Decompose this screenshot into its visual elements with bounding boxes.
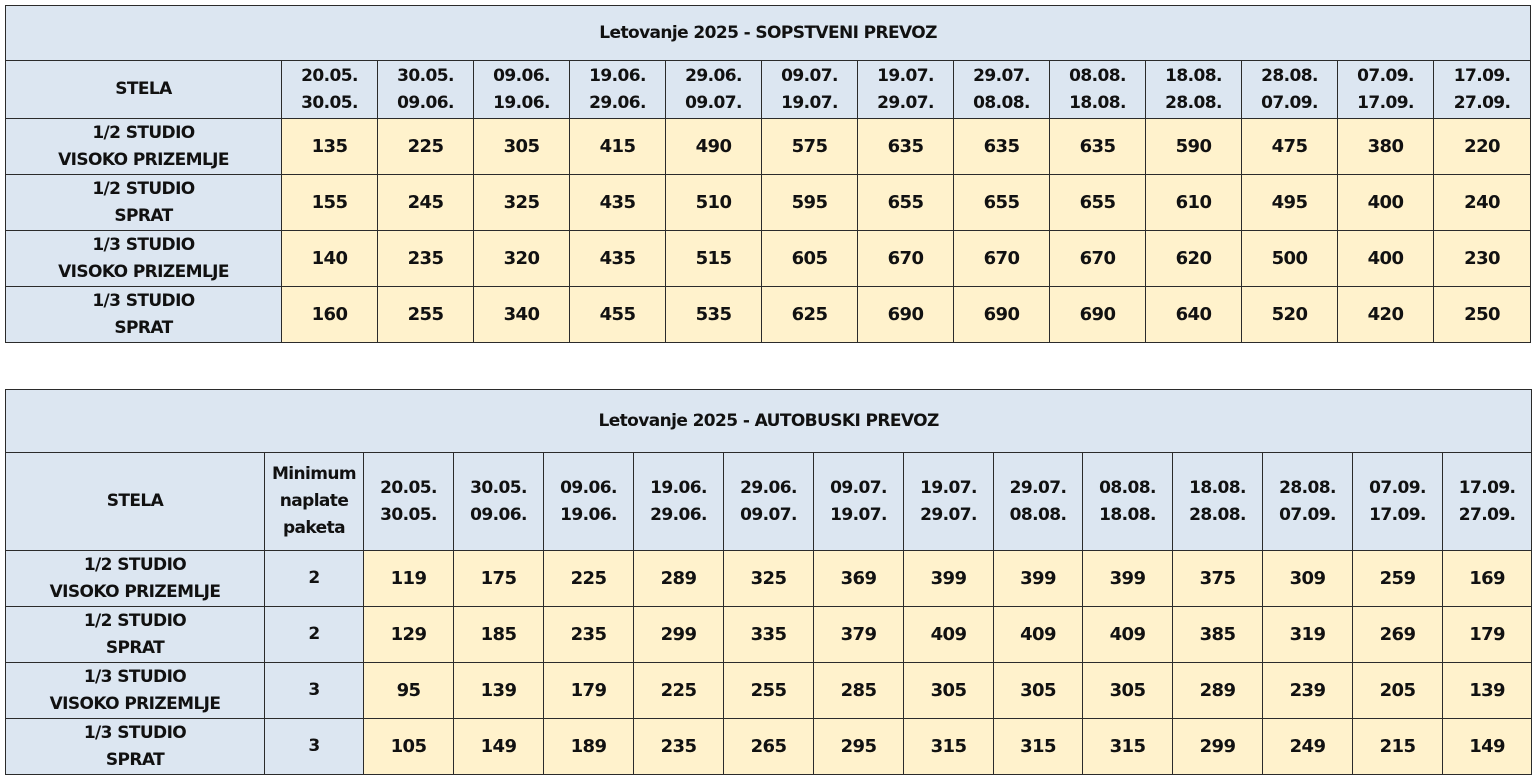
period-header bbox=[954, 61, 1050, 119]
period-from: 17.09. bbox=[1453, 65, 1511, 86]
price-cell: 520 bbox=[1242, 287, 1338, 343]
price-cell: 225 bbox=[378, 119, 474, 175]
table-row bbox=[6, 119, 1531, 175]
price-cell: 475 bbox=[1242, 119, 1338, 175]
price-cell: 399 bbox=[1083, 551, 1173, 607]
price-cell: 490 bbox=[666, 119, 762, 175]
price-cell: 315 bbox=[994, 719, 1083, 775]
period-from: 29.06. bbox=[685, 65, 742, 86]
price-cell: 399 bbox=[904, 551, 994, 607]
price-cell: 155 bbox=[282, 175, 378, 231]
price-cell: 135 bbox=[282, 119, 378, 175]
period-from: 29.06. bbox=[740, 477, 797, 498]
period-to: 28.08. bbox=[1189, 504, 1246, 525]
room-type-line2: VISOKO PRIZEMLJE bbox=[58, 149, 229, 170]
room-type-line1: 1/2 STUDIO bbox=[83, 610, 187, 631]
period-to: 27.09. bbox=[1458, 504, 1516, 525]
period-from: 09.06. bbox=[493, 65, 550, 86]
period-from: 09.06. bbox=[560, 477, 617, 498]
table-row bbox=[6, 663, 1532, 719]
price-cell: 375 bbox=[1173, 551, 1263, 607]
price-cell: 409 bbox=[994, 607, 1083, 663]
period-header bbox=[1242, 61, 1338, 119]
room-type-line1: 1/3 STUDIO bbox=[83, 666, 187, 687]
price-cell: 285 bbox=[814, 663, 904, 719]
price-cell: 325 bbox=[724, 551, 814, 607]
period-to: 09.07. bbox=[740, 504, 797, 525]
room-type-line1: 1/2 STUDIO bbox=[83, 554, 187, 575]
price-cell: 289 bbox=[1173, 663, 1263, 719]
price-cell: 239 bbox=[1263, 663, 1353, 719]
price-cell: 225 bbox=[634, 663, 724, 719]
period-header bbox=[364, 453, 454, 551]
price-cell: 235 bbox=[378, 231, 474, 287]
period-to: 19.07. bbox=[830, 504, 887, 525]
period-from: 30.05. bbox=[470, 477, 527, 498]
period-from: 09.07. bbox=[781, 65, 838, 86]
room-type-label bbox=[6, 231, 282, 287]
price-cell: 435 bbox=[570, 231, 666, 287]
period-header bbox=[282, 61, 378, 119]
min-payment-value: 2 bbox=[265, 607, 364, 663]
period-header bbox=[858, 61, 954, 119]
period-from: 09.07. bbox=[830, 477, 887, 498]
price-cell: 289 bbox=[634, 551, 724, 607]
room-type-line1: 1/3 STUDIO bbox=[83, 722, 187, 743]
price-cell: 595 bbox=[762, 175, 858, 231]
price-cell: 325 bbox=[474, 175, 570, 231]
table-row bbox=[6, 607, 1532, 663]
period-to: 09.06. bbox=[397, 92, 454, 113]
price-cell: 420 bbox=[1338, 287, 1434, 343]
period-to: 29.07. bbox=[920, 504, 977, 525]
room-type-line1: 1/3 STUDIO bbox=[92, 234, 195, 255]
price-cell: 635 bbox=[858, 119, 954, 175]
period-from: 08.08. bbox=[1069, 65, 1126, 86]
price-table-own-transport bbox=[5, 5, 1531, 343]
price-cell: 670 bbox=[858, 231, 954, 287]
period-to: 17.09. bbox=[1369, 504, 1426, 525]
price-cell: 369 bbox=[814, 551, 904, 607]
price-cell: 455 bbox=[570, 287, 666, 343]
period-from: 18.08. bbox=[1189, 477, 1246, 498]
price-cell: 399 bbox=[994, 551, 1083, 607]
price-cell: 185 bbox=[454, 607, 544, 663]
room-type-label bbox=[6, 175, 282, 231]
period-to: 27.09. bbox=[1453, 92, 1511, 113]
period-from: 20.05. bbox=[301, 65, 358, 86]
price-cell: 575 bbox=[762, 119, 858, 175]
room-type-line1: 1/2 STUDIO bbox=[92, 122, 195, 143]
period-to: 29.07. bbox=[877, 92, 934, 113]
price-cell: 245 bbox=[378, 175, 474, 231]
room-type-label bbox=[6, 663, 265, 719]
min-header-line: paketa bbox=[282, 518, 346, 538]
room-type-line2: SPRAT bbox=[114, 317, 173, 338]
price-cell: 220 bbox=[1434, 119, 1531, 175]
min-payment-header bbox=[265, 453, 364, 551]
period-header bbox=[634, 453, 724, 551]
price-cell: 189 bbox=[544, 719, 634, 775]
price-cell: 409 bbox=[1083, 607, 1173, 663]
price-cell: 230 bbox=[1434, 231, 1531, 287]
price-cell: 320 bbox=[474, 231, 570, 287]
price-cell: 340 bbox=[474, 287, 570, 343]
price-cell: 215 bbox=[1353, 719, 1443, 775]
price-cell: 315 bbox=[904, 719, 994, 775]
period-from: 28.08. bbox=[1279, 477, 1336, 498]
price-cell: 655 bbox=[954, 175, 1050, 231]
price-cell: 175 bbox=[454, 551, 544, 607]
table-title: Letovanje 2025 - AUTOBUSKI PREVOZ bbox=[6, 390, 1532, 453]
period-from: 07.09. bbox=[1357, 65, 1414, 86]
price-cell: 305 bbox=[474, 119, 570, 175]
price-cell: 385 bbox=[1173, 607, 1263, 663]
room-type-label bbox=[6, 719, 265, 775]
price-cell: 690 bbox=[954, 287, 1050, 343]
price-cell: 670 bbox=[1050, 231, 1146, 287]
price-cell: 625 bbox=[762, 287, 858, 343]
period-from: 07.09. bbox=[1369, 477, 1426, 498]
period-to: 18.08. bbox=[1099, 504, 1156, 525]
period-to: 07.09. bbox=[1279, 504, 1336, 525]
period-header bbox=[544, 453, 634, 551]
price-cell: 235 bbox=[634, 719, 724, 775]
price-cell: 179 bbox=[544, 663, 634, 719]
price-cell: 620 bbox=[1146, 231, 1242, 287]
table-row bbox=[6, 175, 1531, 231]
table-row bbox=[6, 719, 1532, 775]
price-cell: 500 bbox=[1242, 231, 1338, 287]
period-from: 17.09. bbox=[1458, 477, 1516, 498]
table-row bbox=[6, 231, 1531, 287]
price-cell: 379 bbox=[814, 607, 904, 663]
period-header bbox=[994, 453, 1083, 551]
period-from: 19.06. bbox=[589, 65, 646, 86]
price-cell: 305 bbox=[904, 663, 994, 719]
period-to: 08.08. bbox=[973, 92, 1030, 113]
period-to: 17.09. bbox=[1357, 92, 1414, 113]
price-cell: 295 bbox=[814, 719, 904, 775]
table-row bbox=[6, 551, 1532, 607]
price-cell: 179 bbox=[1443, 607, 1532, 663]
room-type-line2: VISOKO PRIZEMLJE bbox=[49, 693, 221, 714]
room-type-line2: VISOKO PRIZEMLJE bbox=[58, 261, 229, 282]
min-payment-value: 3 bbox=[265, 719, 364, 775]
period-to: 19.06. bbox=[493, 92, 550, 113]
price-cell: 655 bbox=[858, 175, 954, 231]
price-cell: 670 bbox=[954, 231, 1050, 287]
period-to: 28.08. bbox=[1165, 92, 1222, 113]
price-cell: 140 bbox=[282, 231, 378, 287]
period-from: 29.07. bbox=[1009, 477, 1067, 498]
period-to: 08.08. bbox=[1009, 504, 1067, 525]
period-from: 08.08. bbox=[1099, 477, 1156, 498]
period-to: 30.05. bbox=[301, 92, 358, 113]
period-to: 09.07. bbox=[685, 92, 742, 113]
price-cell: 380 bbox=[1338, 119, 1434, 175]
period-to: 19.07. bbox=[781, 92, 838, 113]
price-cell: 250 bbox=[1434, 287, 1531, 343]
price-cell: 259 bbox=[1353, 551, 1443, 607]
period-header bbox=[474, 61, 570, 119]
price-cell: 319 bbox=[1263, 607, 1353, 663]
period-header bbox=[1173, 453, 1263, 551]
price-cell: 299 bbox=[634, 607, 724, 663]
room-type-line2: SPRAT bbox=[105, 749, 165, 770]
price-cell: 635 bbox=[1050, 119, 1146, 175]
price-cell: 119 bbox=[364, 551, 454, 607]
period-from: 29.07. bbox=[973, 65, 1030, 86]
price-cell: 139 bbox=[1443, 663, 1532, 719]
min-payment-value: 3 bbox=[265, 663, 364, 719]
period-to: 09.06. bbox=[470, 504, 527, 525]
price-cell: 415 bbox=[570, 119, 666, 175]
period-to: 29.06. bbox=[589, 92, 646, 113]
room-type-line1: 1/3 STUDIO bbox=[92, 290, 195, 311]
price-cell: 169 bbox=[1443, 551, 1532, 607]
table-row bbox=[6, 287, 1531, 343]
header-row bbox=[6, 453, 1532, 551]
period-header bbox=[1050, 61, 1146, 119]
price-cell: 95 bbox=[364, 663, 454, 719]
period-header bbox=[904, 453, 994, 551]
period-to: 29.06. bbox=[650, 504, 707, 525]
price-cell: 640 bbox=[1146, 287, 1242, 343]
period-to: 19.06. bbox=[560, 504, 617, 525]
price-cell: 269 bbox=[1353, 607, 1443, 663]
price-cell: 160 bbox=[282, 287, 378, 343]
period-from: 19.06. bbox=[650, 477, 707, 498]
price-cell: 305 bbox=[1083, 663, 1173, 719]
price-cell: 129 bbox=[364, 607, 454, 663]
room-type-label bbox=[6, 607, 265, 663]
room-type-line2: SPRAT bbox=[105, 637, 165, 658]
price-cell: 149 bbox=[454, 719, 544, 775]
period-header bbox=[378, 61, 474, 119]
price-cell: 240 bbox=[1434, 175, 1531, 231]
period-from: 19.07. bbox=[877, 65, 934, 86]
period-header bbox=[1353, 453, 1443, 551]
room-type-label bbox=[6, 551, 265, 607]
room-type-line2: SPRAT bbox=[114, 205, 173, 226]
period-header bbox=[1146, 61, 1242, 119]
price-cell: 249 bbox=[1263, 719, 1353, 775]
room-type-line2: VISOKO PRIZEMLJE bbox=[49, 581, 221, 602]
price-cell: 409 bbox=[904, 607, 994, 663]
price-cell: 605 bbox=[762, 231, 858, 287]
room-type-label bbox=[6, 287, 282, 343]
row-header-label: STELA bbox=[6, 453, 265, 551]
price-cell: 315 bbox=[1083, 719, 1173, 775]
price-cell: 510 bbox=[666, 175, 762, 231]
price-cell: 400 bbox=[1338, 175, 1434, 231]
period-to: 30.05. bbox=[380, 504, 437, 525]
price-cell: 205 bbox=[1353, 663, 1443, 719]
period-header bbox=[1083, 453, 1173, 551]
period-from: 20.05. bbox=[380, 477, 437, 498]
price-cell: 535 bbox=[666, 287, 762, 343]
row-header-label: STELA bbox=[6, 61, 282, 119]
header-row bbox=[6, 61, 1531, 119]
period-from: 30.05. bbox=[397, 65, 454, 86]
price-cell: 515 bbox=[666, 231, 762, 287]
period-header bbox=[1443, 453, 1532, 551]
price-cell: 610 bbox=[1146, 175, 1242, 231]
price-cell: 309 bbox=[1263, 551, 1353, 607]
room-type-line1: 1/2 STUDIO bbox=[92, 178, 195, 199]
price-cell: 400 bbox=[1338, 231, 1434, 287]
price-cell: 235 bbox=[544, 607, 634, 663]
period-header bbox=[814, 453, 904, 551]
price-cell: 335 bbox=[724, 607, 814, 663]
price-cell: 690 bbox=[858, 287, 954, 343]
period-to: 07.09. bbox=[1261, 92, 1318, 113]
min-header-line: Minimum bbox=[271, 464, 356, 484]
price-cell: 149 bbox=[1443, 719, 1532, 775]
min-header-line: naplate bbox=[279, 491, 349, 511]
price-cell: 225 bbox=[544, 551, 634, 607]
price-cell: 265 bbox=[724, 719, 814, 775]
price-cell: 139 bbox=[454, 663, 544, 719]
price-cell: 495 bbox=[1242, 175, 1338, 231]
period-header bbox=[724, 453, 814, 551]
table-title: Letovanje 2025 - SOPSTVENI PREVOZ bbox=[6, 6, 1531, 61]
period-header bbox=[762, 61, 858, 119]
period-to: 18.08. bbox=[1069, 92, 1126, 113]
period-from: 19.07. bbox=[920, 477, 977, 498]
min-payment-value: 2 bbox=[265, 551, 364, 607]
period-header bbox=[1338, 61, 1434, 119]
price-cell: 590 bbox=[1146, 119, 1242, 175]
price-cell: 305 bbox=[994, 663, 1083, 719]
price-cell: 299 bbox=[1173, 719, 1263, 775]
period-header bbox=[1263, 453, 1353, 551]
price-cell: 435 bbox=[570, 175, 666, 231]
price-table-bus-transport bbox=[5, 389, 1532, 775]
price-cell: 655 bbox=[1050, 175, 1146, 231]
period-from: 28.08. bbox=[1261, 65, 1318, 86]
price-cell: 255 bbox=[724, 663, 814, 719]
period-from: 18.08. bbox=[1165, 65, 1222, 86]
price-cell: 690 bbox=[1050, 287, 1146, 343]
period-header bbox=[1434, 61, 1531, 119]
price-cell: 635 bbox=[954, 119, 1050, 175]
period-header bbox=[454, 453, 544, 551]
period-header bbox=[570, 61, 666, 119]
room-type-label bbox=[6, 119, 282, 175]
price-cell: 255 bbox=[378, 287, 474, 343]
period-header bbox=[666, 61, 762, 119]
price-cell: 105 bbox=[364, 719, 454, 775]
